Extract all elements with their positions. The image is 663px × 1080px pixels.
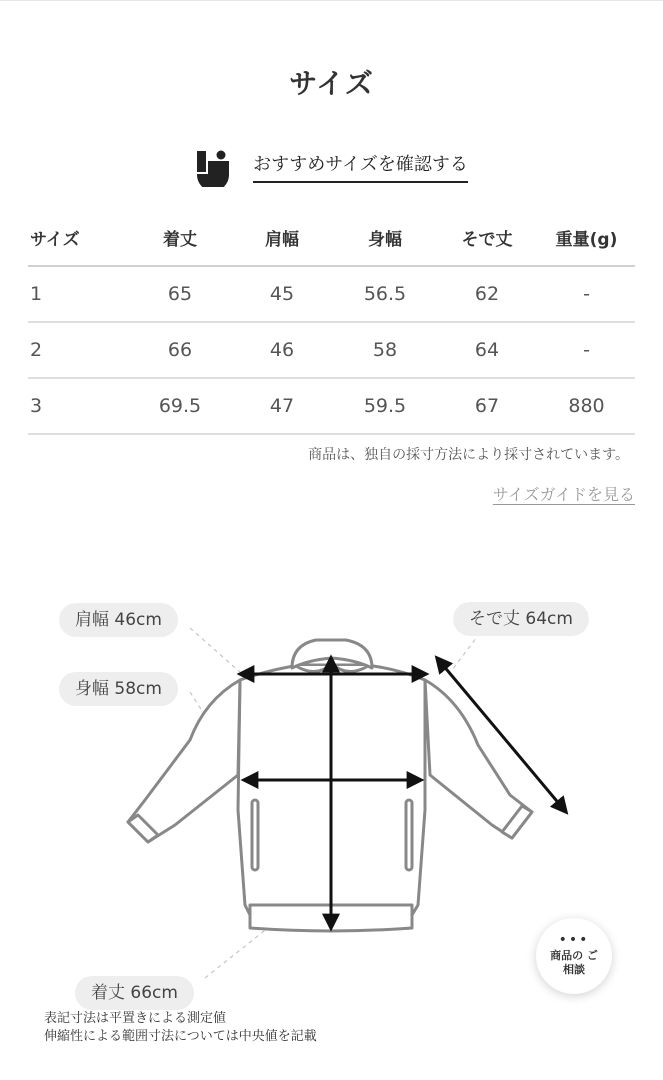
cell-width: 58: [334, 322, 436, 378]
sleeve-measurement-label: そで丈 64cm: [453, 602, 589, 636]
page-title: サイズ: [289, 67, 374, 100]
col-header-length: 着丈: [130, 210, 230, 266]
recommend-size-section: [0, 146, 663, 190]
col-header-sleeve: そで丈: [436, 210, 538, 266]
recommend-size-link[interactable]: おすすめサイズを確認する: [253, 154, 468, 183]
col-header-width: 身幅: [334, 210, 436, 266]
cell-size: 3: [28, 378, 130, 434]
table-row: [28, 322, 635, 378]
cell-shoulder: 45: [230, 266, 334, 322]
table-row: [28, 378, 635, 434]
size-guide-link[interactable]: サイズガイドを見る: [492, 485, 635, 504]
cell-size: 1: [28, 266, 130, 322]
more-dots-icon: •••: [558, 932, 590, 948]
product-consult-label: 商品の ご相談: [550, 949, 598, 976]
cell-width: 59.5: [334, 378, 436, 434]
cell-weight: -: [538, 322, 635, 378]
cell-length: 65: [130, 266, 230, 322]
width-measurement-label: 身幅 58cm: [59, 672, 178, 706]
cell-sleeve: 64: [436, 322, 538, 378]
cell-size: 2: [28, 322, 130, 378]
product-consult-button[interactable]: [536, 918, 612, 994]
cell-shoulder: 46: [230, 322, 334, 378]
bottom-note-line: 伸縮性による範囲寸法については中央値を記載: [44, 1029, 317, 1044]
bottom-notes: [44, 1010, 317, 1046]
top-divider: [0, 0, 663, 1]
cell-width: 56.5: [334, 266, 436, 322]
cell-length: 66: [130, 322, 230, 378]
cell-weight: 880: [538, 378, 635, 434]
table-header-row: [28, 210, 635, 266]
measurement-note: 商品は、独自の採寸方法により採寸されています。: [308, 447, 629, 463]
cell-shoulder: 47: [230, 378, 334, 434]
size-table: [28, 210, 635, 435]
brand-logo-icon: [195, 149, 233, 187]
cell-sleeve: 62: [436, 266, 538, 322]
shoulder-measurement-label: 肩幅 46cm: [59, 603, 178, 637]
cell-length: 69.5: [130, 378, 230, 434]
table-row: [28, 266, 635, 322]
col-header-weight: 重量(g): [538, 210, 635, 266]
col-header-shoulder: 肩幅: [230, 210, 334, 266]
col-header-size: サイズ: [28, 210, 130, 266]
cell-weight: -: [538, 266, 635, 322]
length-measurement-label: 着丈 66cm: [75, 976, 194, 1010]
cell-sleeve: 67: [436, 378, 538, 434]
bottom-note-line: 表記寸法は平置きによる測定値: [44, 1011, 227, 1026]
